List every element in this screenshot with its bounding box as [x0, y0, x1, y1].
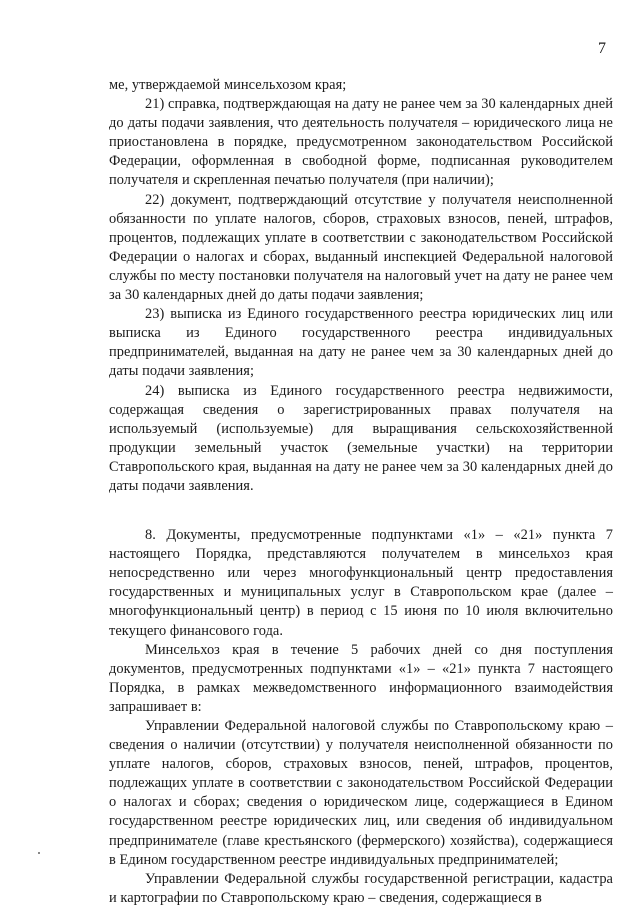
paragraph-item-21: 21) справка, подтверждающая на дату не ранее чем за 30 календарных дней до даты подачи заявления, что деятельность получателя – юридического лица не приостановлена в порядке, предусмотренном законодательством Российской Федерации, оформленная в свободной форме, подписанная руководителем получателя и скрепленная печатью получателя (при наличии);: [109, 96, 613, 189]
paragraph-item-23: 23) выписка из Единого государственного реестра юридических лиц или выписка из Единого государственного реестра индивидуальных предпринимателей, выданная на дату не ранее чем за 30 календарных дней до даты подачи заявления;: [109, 306, 613, 380]
paragraph-item-24: 24) выписка из Единого государственного реестра недвижимости, содержащая сведения о зарегистрированных правах получателя на используемый (используемые) для выращивания сельскохозяйственной продукции земельный участок (земельные участки) на территории Ставропольского края, выданная на дату не ранее чем за 30 календарных дней до даты подачи заявления.: [109, 382, 613, 494]
paragraph-section-8: 8. Документы, предусмотренные подпунктами «1» – «21» пункта 7 настоящего Порядка, представляются получателем в минсельхоз края непосредственно или через многофункциональный центр предоставления государственных и муниципальных услуг в Ставропольском крае (далее – многофункциональный центр) в период с 15 июня по 10 июля включительно текущего финансового года.: [109, 527, 613, 639]
page-number: 7: [598, 40, 606, 57]
scan-speck: [38, 852, 40, 854]
document-body: [109, 76, 613, 908]
paragraph-item-22: 22) документ, подтверждающий отсутствие у получателя неисполненной обязанности по уплате налогов, сборов, страховых взносов, пеней, штрафов, процентов, подлежащих уплате в соответствии с законодательством Российской Федерации о налогах и сборах, выданный инспекцией Федеральной налоговой службы по месту постановки получателя на налоговый учет на дату не ранее чем за 30 календарных дней до даты подачи заявления;: [109, 191, 613, 304]
paragraph-requests: Минсельхоз края в течение 5 рабочих дней со дня поступления документов, предусмотренных подпунктами «1» – «21» пункта 7 настоящего Порядка, в рамках межведомственного информационного взаимодействия запрашивает в:: [109, 641, 613, 715]
paragraph-continuation: ме, утверждаемой минсельхозом края;: [109, 77, 347, 93]
paragraph-registration-service: Управлении Федеральной службы государственной регистрации, кадастра и картографии по Ставропольскому краю – сведения, содержащиеся в: [109, 870, 613, 906]
paragraph-tax-service: Управлении Федеральной налоговой службы по Ставропольскому краю – сведения о наличии (отсутствии) у получателя неисполненной обязанности по уплате налогов, сборов, страховых взносов, пеней, штрафов, процентов, подлежащих уплате в соответствии с законодательством Российской Федерации о налогах и сборах; сведения о юридическом лице, содержащиеся в Едином государственном реестре юридических лиц, или сведения об индивидуальном предпринимателе (главе крестьянского (фермерского) хозяйства), содержащиеся в Едином государственном реестре индивидуальных предпринимателей;: [109, 718, 613, 868]
